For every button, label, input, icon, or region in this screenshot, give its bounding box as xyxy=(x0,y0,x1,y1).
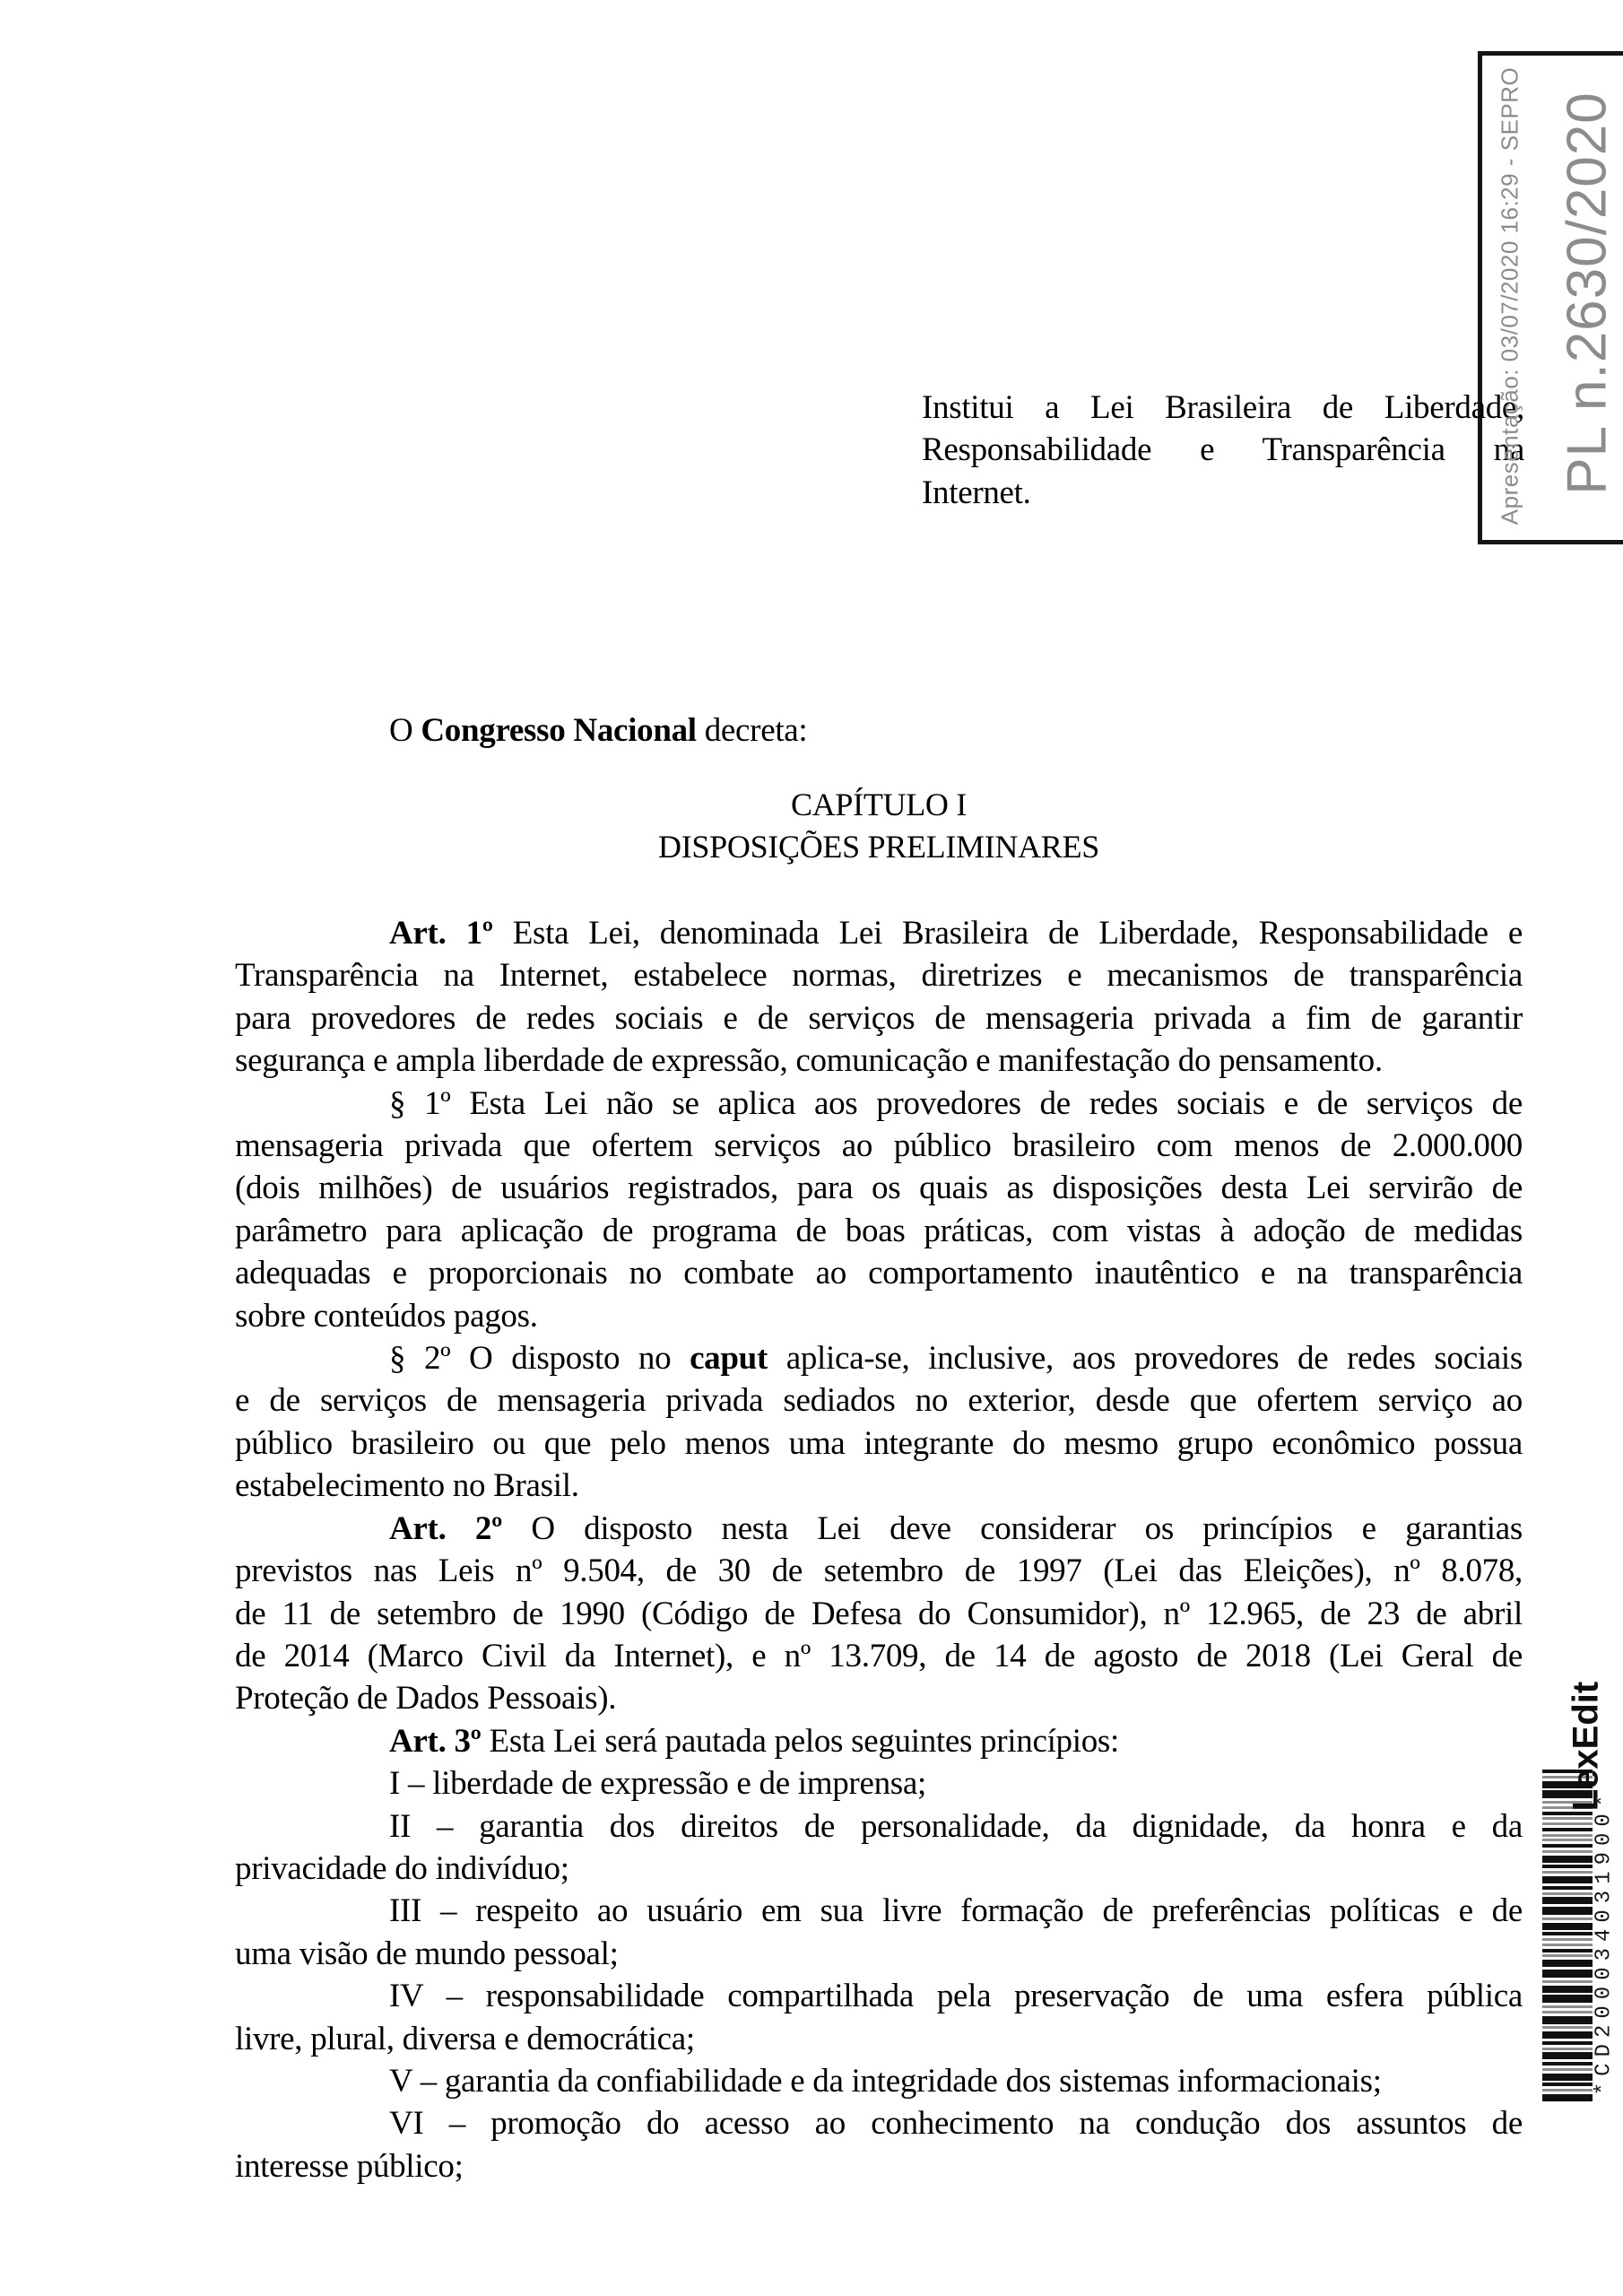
text-segment: O disposto nesta Lei deve considerar os princípios e garantias xyxy=(502,1509,1523,1547)
barcode-bar xyxy=(1542,1949,1593,1952)
text-line xyxy=(235,2145,1523,2187)
barcode-bar xyxy=(1542,1871,1593,1874)
text-segment: VI – promoção do acesso ao conhecimento na condução dos assuntos de xyxy=(389,2105,1523,2143)
text-line xyxy=(235,1550,1523,1592)
preamble xyxy=(235,709,1523,752)
bold-text-segment: caput xyxy=(690,1340,768,1378)
text-line xyxy=(235,1890,1523,1932)
text-line xyxy=(235,1848,1523,1890)
barcode-bar xyxy=(1542,1918,1593,1920)
barcode-bar xyxy=(1542,2094,1593,2101)
barcode-bar xyxy=(1542,1828,1593,1831)
text-line xyxy=(235,1805,1523,1848)
barcode-bar xyxy=(1542,1817,1593,1820)
barcode-bar xyxy=(1542,1876,1593,1883)
presentation-timestamp: Apresentação: 03/07/2020 16:29 - SEPRO xyxy=(1496,66,1523,526)
text-segment: III – respeito ao usuário em sua livre formação de preferências políticas e de xyxy=(389,1892,1523,1930)
text-line xyxy=(235,1762,1523,1805)
text-segment: parâmetro para aplicação de programa de boas práticas, com vistas à adoção de medidas xyxy=(235,1212,1523,1249)
barcode-bar xyxy=(1542,2005,1593,2008)
text-segment: estabelecimento no Brasil. xyxy=(235,1467,579,1505)
text-line xyxy=(235,1379,1523,1422)
bold-text-segment: Art. 3º xyxy=(389,1722,482,1760)
barcode-bar xyxy=(1542,1822,1593,1825)
text-segment: § 1º Esta Lei não se aplica aos provedores de redes sociais e de serviços de xyxy=(389,1084,1523,1122)
text-line xyxy=(235,1635,1523,1677)
barcode-bar xyxy=(1542,2052,1593,2059)
text-segment: O xyxy=(389,712,421,749)
text-line xyxy=(235,1125,1523,1167)
text-segment: Responsabilidade e Transparência na xyxy=(922,431,1524,469)
barcode-bar xyxy=(1542,1907,1593,1915)
text-segment: de 11 de setembro de 1990 (Código de Defesa do Consumidor), nº 12.965, de 23 de abril xyxy=(235,1595,1523,1632)
barcode-bar xyxy=(1542,1970,1593,1978)
text-segment: decreta: xyxy=(696,712,808,749)
barcode-bar xyxy=(1542,2083,1593,2086)
barcode-bar xyxy=(1542,2041,1593,2045)
text-segment: Institui a Lei Brasileira de Liberdade, xyxy=(922,389,1524,426)
text-segment: § 2º O disposto no xyxy=(389,1340,690,1378)
text-line xyxy=(235,1593,1523,1635)
barcode-bar xyxy=(1542,1886,1593,1890)
text-segment: de 2014 (Marco Civil da Internet), e nº 13.709, de 14 de agosto de 2018 (Lei Geral de xyxy=(235,1637,1523,1674)
bold-text-segment: Congresso Nacional xyxy=(421,712,697,749)
barcode-bar xyxy=(1542,1986,1593,1993)
chapter-subtitle: DISPOSIÇÕES PRELIMINARES xyxy=(658,829,1099,865)
text-line xyxy=(235,997,1523,1039)
text-line xyxy=(235,1677,1523,1719)
text-line xyxy=(235,1508,1523,1550)
text-segment: mensageria privada que ofertem serviços ao público brasileiro com menos de 2.000.000 xyxy=(235,1127,1523,1165)
text-segment: Esta Lei, denominada Lei Brasileira de Liberdade, Responsabilidade e xyxy=(492,915,1523,952)
text-segment: Transparência na Internet, estabelece normas, diretrizes e mecanismos de transparência xyxy=(235,957,1523,995)
text-line xyxy=(235,1975,1523,2017)
bold-text-segment: Art. 2º xyxy=(389,1509,502,1547)
barcode xyxy=(1542,1770,1593,2101)
text-segment: uma visão de mundo pessoal; xyxy=(235,1935,619,1972)
text-segment: público brasileiro ou que pelo menos uma integrante do mesmo grupo econômico possua xyxy=(235,1424,1523,1462)
text-line xyxy=(235,1083,1523,1125)
barcode-bar xyxy=(1542,1923,1593,1930)
bill-number: PL n.2630/2020 xyxy=(1556,91,1619,495)
barcode-bar xyxy=(1542,2048,1593,2050)
text-line xyxy=(235,1422,1523,1465)
barcode-bar xyxy=(1542,1839,1593,1841)
text-line xyxy=(235,1933,1523,1975)
barcode-bar xyxy=(1542,1892,1593,1895)
text-line xyxy=(235,912,1523,954)
barcode-bar xyxy=(1542,1844,1593,1848)
body-text xyxy=(235,912,1523,2187)
barcode-bar xyxy=(1542,1834,1593,1837)
text-segment: IV – responsabilidade compartilhada pela preservação de uma esfera pública xyxy=(389,1978,1523,2015)
text-segment: e de serviços de mensageria privada sediados no exterior, desde que ofertem serviço ao xyxy=(235,1382,1523,1420)
text-segment: Internet. xyxy=(922,474,1031,511)
bold-text-segment: Art. 1º xyxy=(389,915,493,952)
barcode-bar xyxy=(1542,1995,1593,2003)
text-segment: adequadas e proporcionais no combate ao comportamento inautêntico e na transparência xyxy=(235,1255,1523,1292)
text-segment: II – garantia dos direitos de personalidade, da dignidade, da honra e da xyxy=(389,1807,1523,1845)
text-line xyxy=(235,1295,1523,1337)
text-line xyxy=(235,709,1523,752)
text-line xyxy=(235,1337,1523,1379)
barcode-bar xyxy=(1542,1960,1593,1967)
text-segment: segurança e ampla liberdade de expressão, comunicação e manifestação do pensamento. xyxy=(235,1042,1383,1080)
barcode-bar xyxy=(1542,2026,1593,2029)
barcode-bar xyxy=(1542,1897,1593,1904)
barcode-bar xyxy=(1542,1954,1593,1957)
text-line xyxy=(235,1210,1523,1252)
text-line xyxy=(235,1167,1523,1209)
barcode-bar xyxy=(1542,2011,1593,2013)
barcode-bar xyxy=(1542,1865,1593,1868)
text-line xyxy=(235,1252,1523,1294)
text-line xyxy=(235,954,1523,996)
text-line xyxy=(922,387,1524,429)
text-segment: livre, plural, diversa e democrática; xyxy=(235,2020,695,2057)
barcode-bar xyxy=(1542,1932,1593,1935)
text-line xyxy=(235,1720,1523,1762)
barcode-bar xyxy=(1542,1980,1593,1983)
lexedit-watermark: LexEdit xyxy=(1566,1681,1606,1812)
text-segment: previstos nas Leis nº 9.504, de 30 de setembro de 1997 (Lei das Eleições), nº 8.078, xyxy=(235,1552,1523,1590)
text-segment: (dois milhões) de usuários registrados, para os quais as disposições desta Lei servirão de xyxy=(235,1170,1523,1207)
text-segment: para provedores de redes sociais e de serviços de mensageria privada a fim de garantir xyxy=(235,999,1523,1037)
barcode-bar xyxy=(1542,2068,1593,2071)
barcode-bar xyxy=(1542,1944,1593,1946)
text-line xyxy=(235,2018,1523,2060)
text-segment: I – liberdade de expressão e de imprensa; xyxy=(389,1765,926,1803)
chapter-title: CAPÍTULO I xyxy=(791,787,967,822)
text-line xyxy=(235,2060,1523,2102)
barcode-bar xyxy=(1542,1938,1593,1941)
text-line xyxy=(235,1465,1523,1507)
barcode-bar xyxy=(1542,2016,1593,2024)
barcode-text: *CD200034031900* xyxy=(1592,1787,1617,2096)
text-segment: interesse público; xyxy=(235,2147,464,2185)
chapter-heading xyxy=(235,784,1523,869)
barcode-bar xyxy=(1542,1856,1593,1863)
barcode-bar xyxy=(1542,2062,1593,2066)
text-segment: sobre conteúdos pagos. xyxy=(235,1297,538,1335)
text-line xyxy=(922,429,1524,471)
text-segment: Proteção de Dados Pessoais). xyxy=(235,1680,617,1718)
text-line xyxy=(235,1039,1523,1082)
text-segment: V – garantia da confiabilidade e da integridade dos sistemas informacionais; xyxy=(389,2062,1382,2100)
barcode-bar xyxy=(1542,2089,1593,2092)
barcode-bar xyxy=(1542,1850,1593,1853)
text-line xyxy=(235,2102,1523,2144)
text-segment: aplica-se, inclusive, aos provedores de redes sociais xyxy=(767,1340,1523,1378)
barcode-bar xyxy=(1542,1812,1593,1815)
epigraph xyxy=(922,387,1524,514)
text-segment: privacidade do indivíduo; xyxy=(235,1849,569,1887)
text-line xyxy=(922,472,1524,514)
barcode-bar xyxy=(1542,2031,1593,2039)
text-segment: Esta Lei será pautada pelos seguintes princípios: xyxy=(481,1722,1120,1760)
barcode-bar xyxy=(1542,2074,1593,2081)
